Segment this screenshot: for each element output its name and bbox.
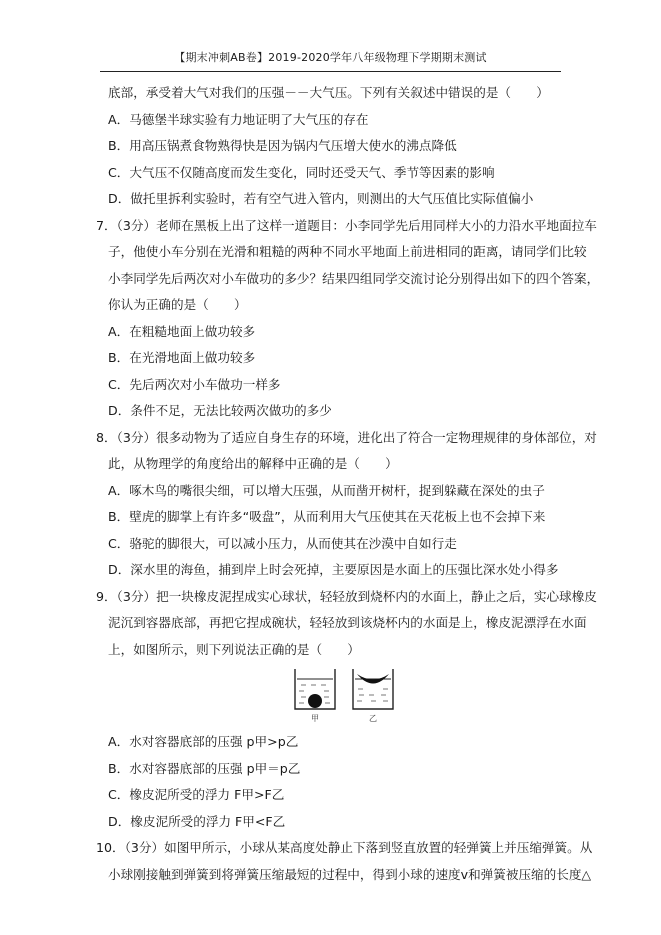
beaker-jia [295, 669, 335, 709]
q7-option-a: A．在粗糙地面上做功较多 [108, 323, 256, 339]
q7-option-b: B．在光滑地面上做功较多 [108, 350, 256, 365]
q9-stem-line: 上，如图所示，则下列说法正确的是（ ） [108, 641, 360, 657]
q6-option-c: C．大气压不仅随高度而发生变化，同时还受天气、季节等因素的影响 [108, 164, 495, 180]
clay-ball [308, 694, 322, 708]
q7-stem-line: 你认为正确的是（ ） [108, 297, 247, 312]
q6-option-a: A．马德堡半球实验有力地证明了大气压的存在 [108, 111, 369, 127]
q8-stem-line: 8．（3分）很多动物为了适应自身生存的环境，进化出了符合一定物理规律的身体部位，对 [96, 429, 597, 445]
q10-stem-line: 小球刚接触到弹簧到将弹簧压缩最短的过程中，得到小球的速度v和弹簧被压缩的长度△ [108, 866, 592, 882]
beakers-diagram [291, 665, 411, 725]
q7-stem-line: 子，他使小车分别在光滑和粗糙的两种不同水平地面上前进相同的距离，请同学们比较 [108, 244, 587, 259]
q7-stem-line: 小李同学先后两次对小车做功的多少？结果四组同学交流讨论分别得出如下的四个答案， [108, 270, 600, 286]
q6-stem-line: 底部，承受着大气对我们的压强－－大气压。下列有关叙述中错误的是（ ） [108, 85, 549, 100]
q7-option-c: C．先后两次对小车做功一样多 [108, 376, 281, 392]
q9-stem-line: 9．（3分）把一块橡皮泥捏成实心球状，轻轻放到烧杯内的水面上，静止之后，实心球橡皮 [96, 588, 597, 604]
q9-option-c: C．橡皮泥所受的浮力 F甲>F乙 [108, 787, 285, 802]
q9-option-d: D．橡皮泥所受的浮力 F甲<F乙 [108, 813, 286, 829]
q8-option-a: A．啄木鸟的嘴很尖细，可以增大压强，从而凿开树杆，捉到躲藏在深处的虫子 [108, 482, 545, 498]
question-content [96, 80, 600, 888]
beaker-label-yi: 乙 [369, 714, 377, 723]
q9-option-a: A．水对容器底部的压强 p甲>p乙 [108, 734, 299, 749]
beaker-yi [353, 669, 393, 709]
beaker-figure [96, 665, 566, 729]
q8-option-b: B．壁虎的脚掌上有许多“吸盘”，从而利用大气压使其在天花板上也不会掉下来 [108, 509, 546, 524]
q10-stem-line: 10．（3分）如图甲所示，小球从某高度处静止下落到竖直放置的轻弹簧上并压缩弹簧。从 [96, 840, 593, 855]
q6-option-d: D．做托里拆利实验时，若有空气进入管内，则测出的大气压值比实际值偏小 [108, 191, 534, 206]
q9-stem-line: 泥沉到容器底部，再把它捏成碗状，轻轻放到该烧杯内的水面是上，橡皮泥漂浮在水面 [108, 615, 587, 630]
q8-option-c: C．骆驼的脚很大，可以减小压力，从而使其在沙漠中自如行走 [108, 535, 457, 551]
q7-option-d: D．条件不足，无法比较两次做功的多少 [108, 403, 332, 418]
q7-stem-line: 7．（3分）老师在黑板上出了这样一道题目：小李同学先后用同样大小的力沿水平地面拉车 [96, 217, 597, 233]
q9-option-b: B．水对容器底部的压强 p甲＝p乙 [108, 760, 301, 776]
q8-stem-line: 此，从物理学的角度给出的解释中正确的是（ ） [108, 456, 398, 471]
q8-option-d: D．深水里的海鱼，捕到岸上时会死掉，主要原因是水面上的压强比深水处小得多 [108, 562, 559, 577]
page-header: 【期末冲刺AB卷】2019-2020学年八年级物理下学期期末测试 [100, 49, 561, 72]
beaker-label-jia: 甲 [311, 714, 319, 723]
q6-option-b: B．用高压锅煮食物熟得快是因为锅内气压增大使水的沸点降低 [108, 138, 457, 153]
